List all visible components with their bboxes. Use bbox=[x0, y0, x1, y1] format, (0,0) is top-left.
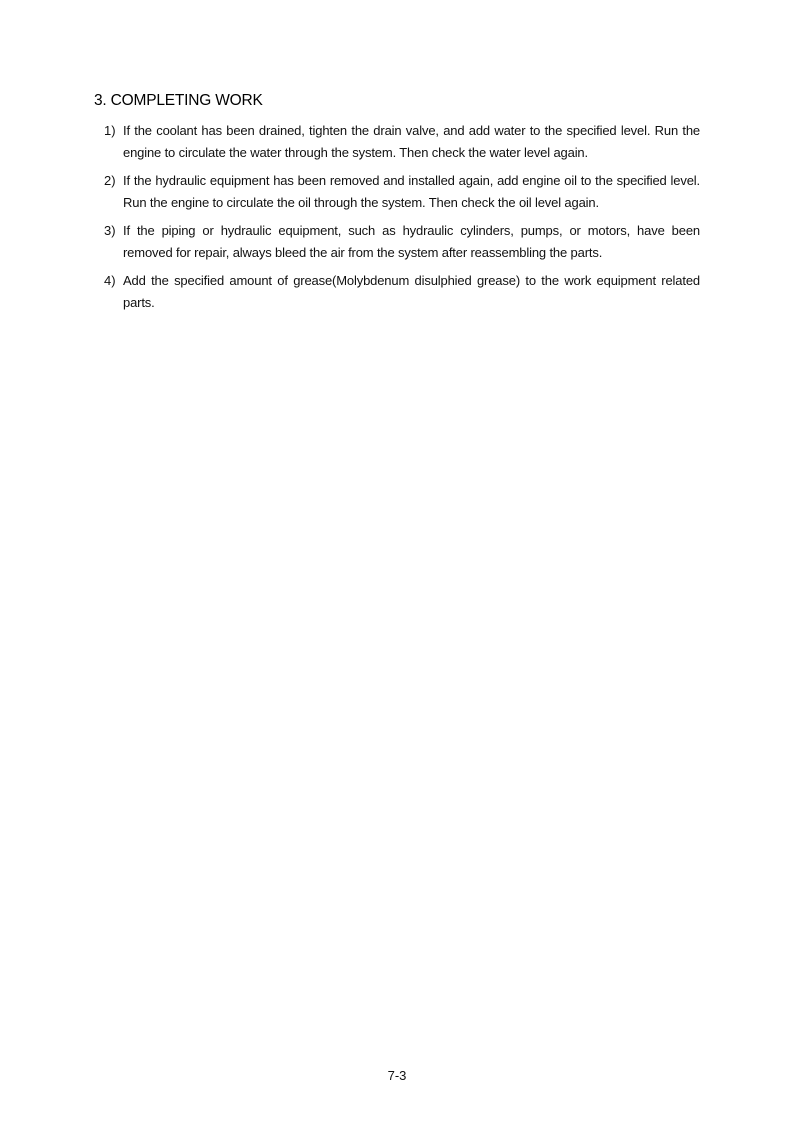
list-item-text: If the piping or hydraulic equipment, such as hydraulic cylinders, pumps, or motors, have been removed for repair, always bleed the air from the system after reassembling the parts. bbox=[123, 223, 700, 260]
list-item-text: If the hydraulic equipment has been removed and installed again, add engine oil to the specified level. Run the engine to circulate the oil through the system. Then check the oil level again. bbox=[123, 173, 700, 210]
list-item bbox=[104, 270, 700, 314]
list-item-text: Add the specified amount of grease(Molybdenum disulphied grease) to the work equipment related parts. bbox=[123, 273, 700, 310]
list-item bbox=[104, 170, 700, 214]
list-item-number: 3) bbox=[104, 223, 116, 238]
section-title: 3. COMPLETING WORK bbox=[94, 92, 263, 109]
list-item bbox=[104, 220, 700, 264]
list-item-number: 1) bbox=[104, 123, 116, 138]
page-number: 7-3 bbox=[387, 1068, 407, 1083]
list-item-text: If the coolant has been drained, tighten the drain valve, and add water to the specified level. Run the engine to circulate the water through the system. Then check the water level again. bbox=[123, 123, 700, 160]
completing-work-list bbox=[104, 120, 700, 320]
list-item-number: 2) bbox=[104, 173, 116, 188]
list-item bbox=[104, 120, 700, 164]
list-item-number: 4) bbox=[104, 273, 116, 288]
